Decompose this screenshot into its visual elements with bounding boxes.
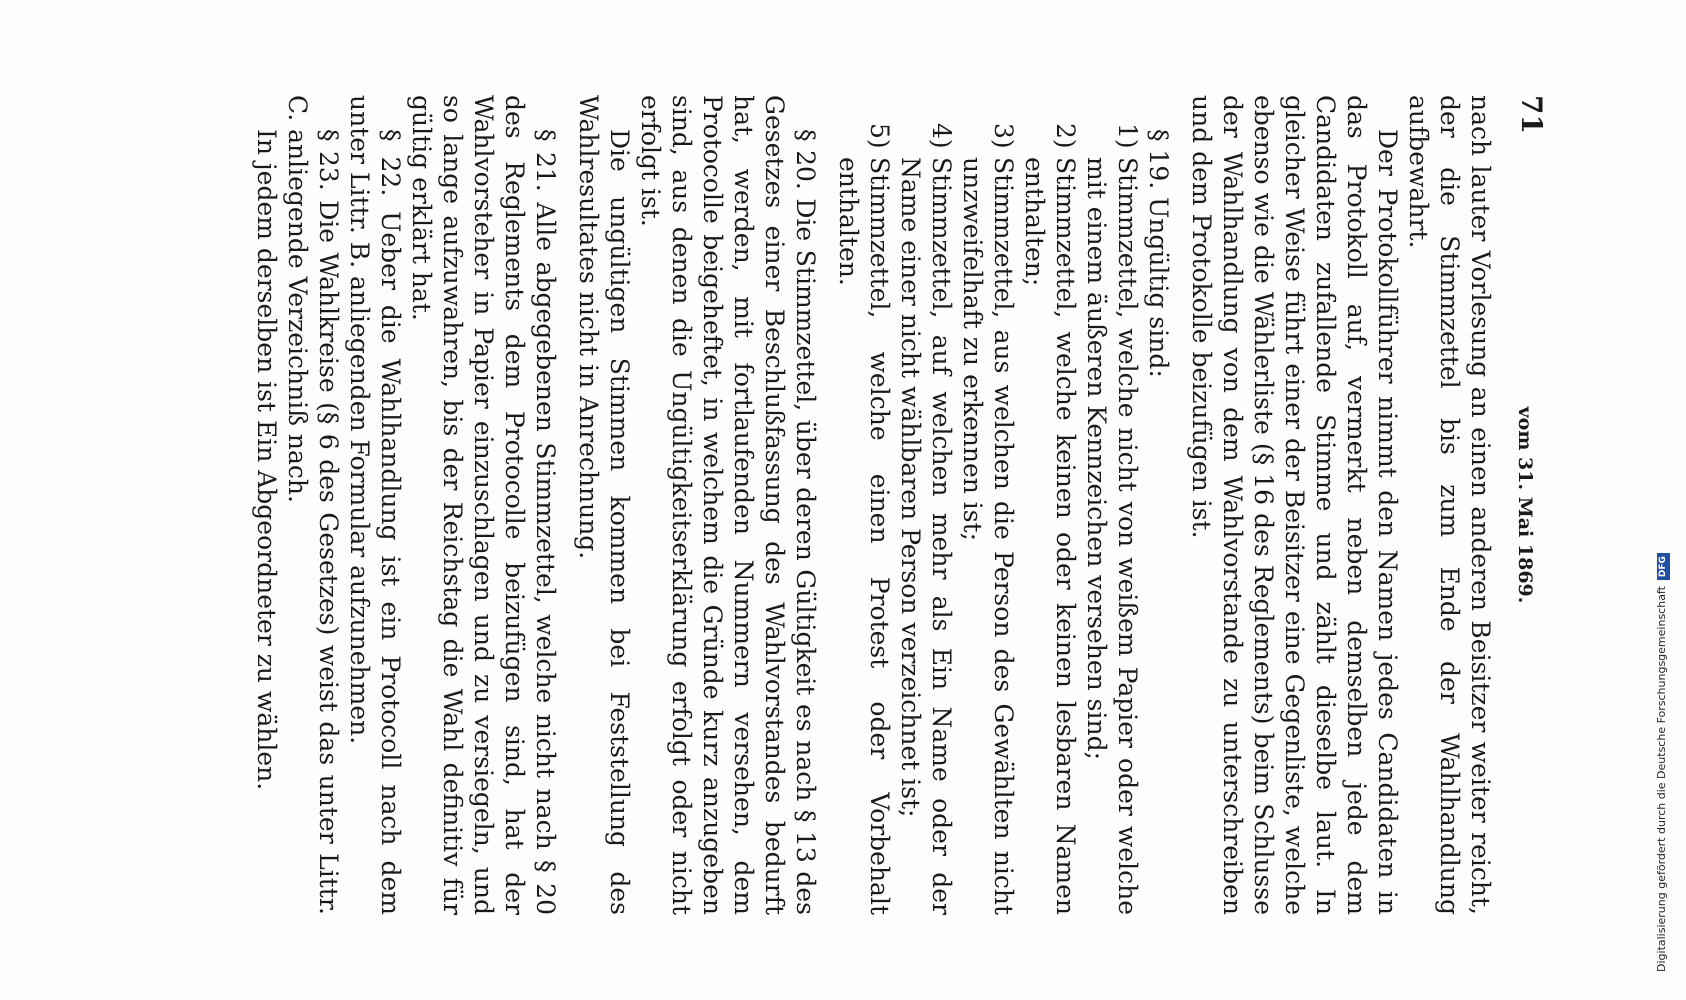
paragraph: In jedem derselben ist Ein Abgeordneter zu wählen.: [252, 129, 281, 791]
rotated-page-content: [136, 95, 1556, 915]
section-20: § 20. Die Stimmzettel, über deren Gültigkeit es nach § 13 des Gesetzes einer Beschlußfassung des Wahlvorstandes bedurft hat, werden, mit fortlaufenden Nummern versehen, dem Protocolle beigeheftet, in welchem die Gründe kurz anzugeben sind, aus denen die Ungültigkeitserklärung erfolgt oder nicht erfolgt ist.: [636, 95, 820, 915]
paragraph: Der Protokollführer nimmt den Namen jedes Candidaten in das Protokoll auf, vermerkt neben demselben jede dem Candidaten zufallende Stimme und zählt dieselbe laut. In gleicher Weise führt einer der Beisitzer eine Gegenliste, welche ebenso wie die Wählerliste (§ 16 des Reglements) beim Schlusse der Wahlhandlung von dem Wahlvorstande zu unterschreiben und dem Protokolle beizufügen ist.: [1187, 95, 1402, 915]
list-item-text: Stimmzettel, aus welchen die Person des Gewählten nicht unzweifelhaft zu erkennen ist;: [958, 157, 1018, 915]
list-number: 3): [989, 123, 1018, 149]
paragraph: Die ungültigen Stimmen kommen bei Feststellung des Wahlresultates nicht in Anrechnung.: [574, 95, 634, 915]
list-item-text: Stimmzettel, auf welchen mehr als Ein Name oder der Name einer nicht wählbaren Person verzeichnet ist;: [896, 157, 956, 915]
credit-text: Digitalisierung gefördert durch die Deutsche Forschungsgemeinschaft: [1655, 586, 1668, 972]
list-number: 5): [865, 123, 894, 149]
running-title: vom 31. Mai 1869.: [1514, 406, 1536, 604]
list-item-text: Stimmzettel, welche keinen oder keinen lesbaren Namen enthalten;: [1020, 157, 1080, 915]
list-number: 2): [1051, 123, 1080, 149]
page-number: 71: [1515, 95, 1548, 134]
credit-line: [1654, 8, 1684, 988]
body-text: [251, 95, 1496, 915]
list-item: [957, 95, 1019, 915]
list-item-text: Stimmzettel, welche nicht von weißem Papier oder welche mit einem äußeren Kennzeichen versehen sind;: [1082, 157, 1142, 915]
list-number: 1): [1113, 123, 1142, 149]
section-heading-19: § 19. Ungültig sind:: [1144, 129, 1173, 378]
list-item-text: Stimmzettel, welche einen Protest oder Vorbehalt enthalten.: [834, 157, 894, 915]
list-item: [1081, 95, 1143, 915]
list-item: [895, 95, 957, 915]
list-item: [833, 95, 895, 915]
list-number: 4): [927, 123, 956, 149]
printed-page: [136, 95, 1556, 915]
running-head: [1514, 95, 1548, 915]
section-23: § 23. Die Wahlkreise (§ 6 des Gesetzes) weist das unter Littr. C. anliegende Verzeichniß nach.: [283, 95, 343, 915]
section-21: § 21. Alle abgegebenen Stimmzettel, welche nicht nach § 20 des Reglements dem Protocolle beizufügen sind, hat der Wahlvorsteher in Papier einzuschlagen und zu versiegeln, und so lange aufzuwahren, bis der Reichstag die Wahl definitiv für gültig erklärt hat.: [407, 95, 560, 915]
list-item: [1019, 95, 1081, 915]
dfg-logo: DFG: [1657, 553, 1670, 580]
paragraph: nach lauter Vorlesung an einen anderen Beisitzer weiter reicht, der die Stimmzettel bis zum Ende der Wahlhandlung aufbewahrt.: [1404, 95, 1495, 915]
digitization-credit: [1648, 8, 1678, 988]
section-22: § 22. Ueber die Wahlhandlung ist ein Protocoll nach dem unter Littr. B. anliegenden Formular aufzunehmen.: [345, 95, 405, 915]
